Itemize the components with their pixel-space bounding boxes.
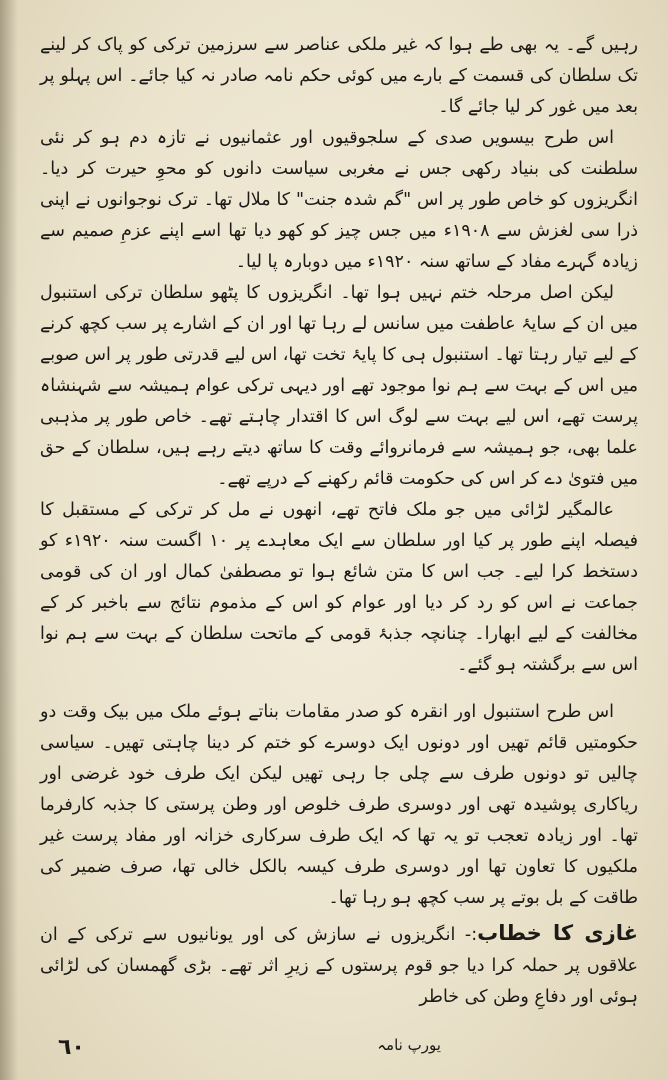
section-separator: :- (455, 925, 478, 945)
section-heading: غازی کا خطاب (477, 921, 638, 945)
body-text (40, 30, 638, 1013)
running-title: یورپ نامہ (377, 1036, 441, 1054)
page-number: ٦٠ (58, 1035, 85, 1060)
paragraph-3: لیکن اصل مرحلہ ختم نہیں ہوا تھا۔ انگریزوں کا پٹھو سلطان ترکی استنبول میں ان کے سایۂ عاطفت میں سانس لے رہا تھا اور ان کے اشارے پر سب کچھ کرنے کے لیے تیار رہتا تھا۔ استنبول ہی کا پایۂ تخت تھا، اس لیے قدرتی طور پر اس صوبے میں اس کے بہت سے ہم نوا موجود تھے اور دیہی ترکی عوام ہمیشہ سے شہنشاہ پرست تھے، اس لیے بہت سے لوگ اس کا اقتدار چاہتے تھے۔ خاص طور پر مذہبی علما بھی، جو ہمیشہ سے فرمانروائے وقت کا ساتھ دیتے رہے ہیں، سلطان کے حق میں فتویٰ دے کر اس کی حکومت قائم رکھنے کے درپے تھے۔ (40, 283, 638, 489)
paragraph-5: اس طرح استنبول اور انقرہ کو صدر مقامات بناتے ہوئے ملک میں بیک وقت دو حکومتیں قائم تھیں اور دونوں ایک دوسرے کو ختم کر دینا چاہتی تھیں۔ سیاسی چالیں تو دونوں طرف سے چلی جا رہی تھیں لیکن ایک طرف خود غرضی اور ریاکاری پوشیدہ تھی اور دوسری طرف خلوص اور وطن پرستی کا جذبہ کارفرما تھا۔ اور زیادہ تعجب تو یہ تھا کہ ایک طرف سرکاری خزانہ اور مفاد پرست غیر ملکیوں کا تعاون تھا اور دوسری طرف کیسہ بالکل خالی تھا، صرف ضمیر کی طاقت کے بل بوتے پر سب کچھ ہو رہا تھا۔ (40, 702, 638, 908)
paragraph-4: عالمگیر لڑائی میں جو ملک فاتح تھے، انھوں نے مل کر ترکی کے مستقبل کا فیصلہ اپنے طور پر کیا اور سلطان سے ایک معاہدے پر ۱۰ اگست سنہ ۱۹۲۰ء کو دستخط کرا لیے۔ جب اس کا متن شائع ہوا تو مصطفیٰ کمال اور ان کی قومی جماعت نے اس کو رد کر دیا اور عوام کو اس کے مذموم نتائج سے باخبر کر کے مخالفت کے لیے ابھارا۔ چنانچہ جذبۂ قومی کے ماتحت سلطان کے بہت سے ہم نوا اس سے برگشتہ ہو گئے۔ (40, 500, 638, 675)
section-text: انگریزوں نے سازش کی اور یونانیوں سے ترکی کے ان علاقوں پر حملہ کرا دیا جو قوم پرستوں کے زیرِ اثر تھے۔ بڑی گھمسان کی لڑائی ہوئی اور دفاعِ وطن کی خاطر (40, 925, 638, 1007)
paragraph-2: اس طرح بیسویں صدی کے سلجوقیوں اور عثمانیوں نے تازہ دم ہو کر نئی سلطنت کی بنیاد رکھی جس نے مغربی سیاست دانوں کو محوِ حیرت کر دیا۔ انگریزوں کو خاص طور پر اس "گم شدہ جنت" کا ملال تھا۔ ترک نوجوانوں نے اپنی ذرا سی لغزش سے ۱۹۰۸ء میں جس چیز کو کھو دیا تھا اسے اپنے عزمِ صمیم سے زیادہ گہرے مفاد کے ساتھ سنہ ۱۹۲۰ء میں دوبارہ پا لیا۔ (40, 128, 638, 272)
section-paragraph (40, 918, 638, 1013)
paragraph-1: رہیں گے۔ یہ بھی طے ہوا کہ غیر ملکی عناصر سے سرزمین ترکی کو پاک کر لینے تک سلطان کی قسمت کے بارے میں کوئی حکم نامہ صادر نہ کیا جائے۔ اس پہلو پر بعد میں غور کر لیا جائے گا۔ (40, 35, 638, 117)
page-footer (0, 1026, 668, 1066)
page-gutter-shadow (0, 0, 18, 1080)
